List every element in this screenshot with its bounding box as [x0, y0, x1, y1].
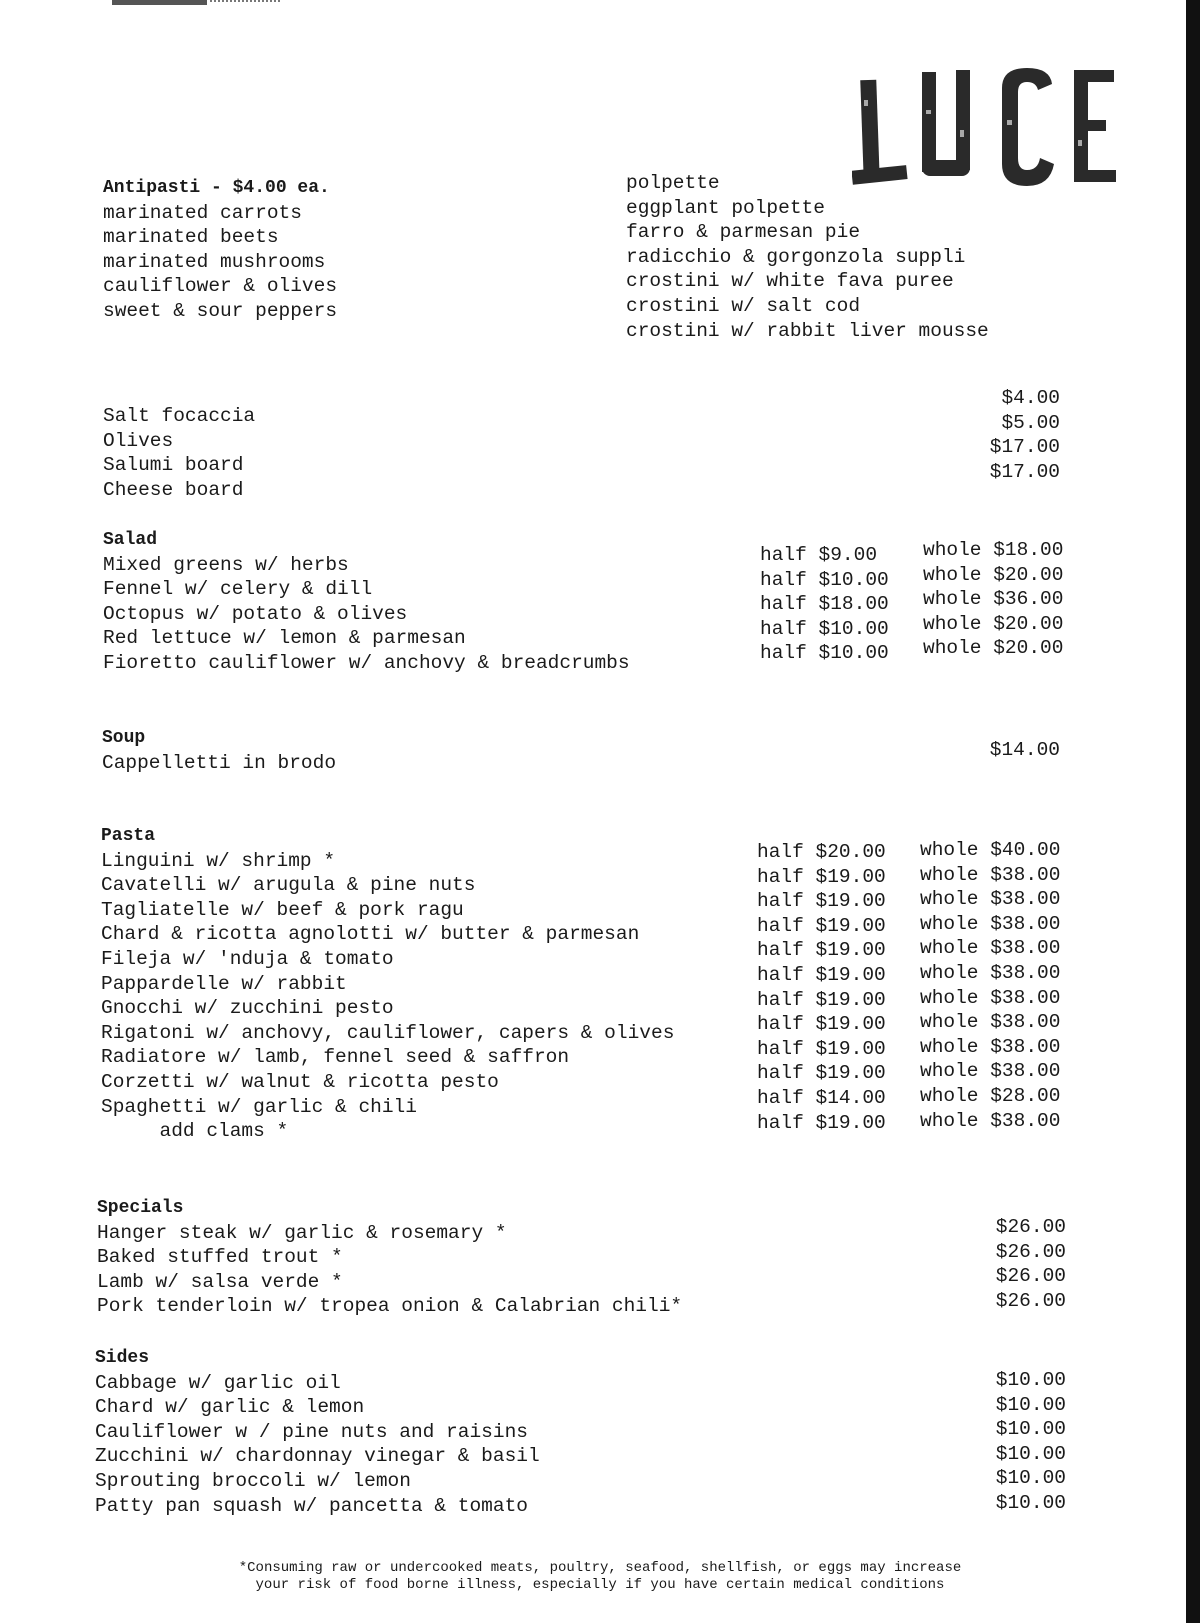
menu-price: $26.00: [995, 1216, 1066, 1238]
half-price: half $19.00: [757, 988, 886, 1011]
menu-item: Red lettuce w/ lemon & parmesan: [103, 627, 466, 650]
menu-item: Salumi board: [103, 454, 244, 477]
half-price: half $18.00: [760, 593, 889, 616]
menu-price: $26.00: [995, 1265, 1066, 1288]
half-price: half $10.00: [760, 568, 889, 591]
half-price: half $19.00: [757, 890, 886, 913]
menu-item: crostini w/ rabbit liver mousse: [626, 319, 989, 342]
menu-item: polpette: [626, 172, 720, 194]
menu-price: $4.00: [1001, 387, 1060, 409]
menu-item: Tagliatelle w/ beef & pork ragu: [101, 898, 464, 921]
whole-price: whole $38.00: [920, 1109, 1061, 1132]
whole-price: whole $38.00: [920, 937, 1061, 960]
menu-item: Corzetti w/ walnut & ricotta pesto: [101, 1070, 499, 1093]
whole-price: whole $38.00: [920, 986, 1061, 1009]
menu-item: Spaghetti w/ garlic & chili: [101, 1095, 417, 1118]
menu-item: Cheese board: [103, 478, 244, 501]
half-price: half $9.00: [760, 544, 878, 566]
pasta-items: [101, 824, 674, 1144]
menu-item: Chard w/ garlic & lemon: [95, 1396, 365, 1419]
soup-prices: [960, 738, 1060, 763]
half-price: half $19.00: [757, 914, 886, 937]
menu-price: $10.00: [995, 1467, 1066, 1490]
menu-item: Baked stuffed trout *: [97, 1246, 343, 1269]
menu-item: marinated beets: [103, 226, 279, 249]
half-price: half $19.00: [757, 1013, 886, 1036]
whole-price: whole $20.00: [923, 563, 1064, 586]
scan-smudge: [112, 0, 207, 5]
menu-price: $14.00: [989, 739, 1060, 761]
specials-prices: [960, 1215, 1066, 1313]
sides-items: [95, 1346, 540, 1518]
salad-heading: Salad: [103, 530, 158, 550]
disclaimer-line: your risk of food borne illness, especially if you have certain medical conditions: [255, 1577, 945, 1593]
menu-price: $10.00: [995, 1369, 1066, 1391]
whole-price: whole $38.00: [920, 1035, 1061, 1058]
menu-item: Radiatore w/ lamb, fennel seed & saffron: [101, 1046, 570, 1069]
menu-item: add clams *: [101, 1120, 289, 1143]
menu-item: Gnocchi w/ zucchini pesto: [101, 997, 394, 1020]
scan-smudge: [210, 0, 280, 4]
menu-item: Linguini w/ shrimp *: [101, 849, 336, 872]
menu-item: Mixed greens w/ herbs: [103, 553, 349, 576]
whole-price: whole $18.00: [923, 539, 1064, 561]
specials-heading: Specials: [97, 1198, 184, 1218]
whole-price: whole $36.00: [923, 588, 1064, 611]
salad-half-prices: [760, 543, 889, 666]
whole-price: whole $20.00: [923, 637, 1064, 660]
menu-item: Octopus w/ potato & olives: [103, 602, 408, 625]
menu-item: Cappelletti in brodo: [102, 751, 337, 774]
half-price: half $19.00: [757, 963, 886, 986]
menu-price: $17.00: [989, 436, 1060, 459]
menu-item: cauliflower & olives: [103, 275, 338, 298]
antipasti-heading: Antipasti - $4.00 ea.: [103, 178, 330, 198]
salad-whole-prices: [923, 538, 1063, 661]
menu-item: Fennel w/ celery & dill: [103, 578, 373, 601]
pasta-half-prices: [757, 840, 886, 1135]
antipasti-right: [626, 171, 989, 343]
starters-items: [103, 404, 255, 502]
half-price: half $19.00: [757, 865, 886, 888]
half-price: half $20.00: [757, 841, 886, 863]
health-disclaimer: [0, 1560, 1200, 1594]
soup-heading: Soup: [102, 728, 146, 748]
menu-item: Lamb w/ salsa verde *: [97, 1270, 343, 1293]
specials-items: [97, 1196, 682, 1319]
soup-items: [102, 726, 336, 775]
whole-price: whole $38.00: [920, 1060, 1061, 1083]
menu-item: crostini w/ white fava puree: [626, 270, 954, 293]
menu-price: $26.00: [995, 1289, 1066, 1312]
menu-price: $10.00: [995, 1418, 1066, 1441]
menu-item: crostini w/ salt cod: [626, 294, 861, 317]
half-price: half $10.00: [760, 617, 889, 640]
whole-price: whole $38.00: [920, 961, 1061, 984]
pasta-heading: Pasta: [101, 826, 156, 846]
whole-price: whole $28.00: [920, 1084, 1061, 1107]
menu-item: Zucchini w/ chardonnay vinegar & basil: [95, 1445, 540, 1468]
menu-item: Pappardelle w/ rabbit: [101, 972, 347, 995]
sides-heading: Sides: [95, 1348, 150, 1368]
sides-prices: [960, 1368, 1066, 1516]
salad-items: [103, 528, 630, 676]
menu-item: Fioretto cauliflower w/ anchovy & breadcrumbs: [103, 651, 630, 674]
disclaimer-line: *Consuming raw or undercooked meats, poultry, seafood, shellfish, or eggs may increase: [238, 1560, 962, 1576]
whole-price: whole $40.00: [920, 839, 1061, 861]
whole-price: whole $38.00: [920, 1011, 1061, 1034]
whole-price: whole $20.00: [923, 612, 1064, 635]
menu-item: farro & parmesan pie: [626, 221, 861, 244]
menu-item: Cavatelli w/ arugula & pine nuts: [101, 874, 476, 897]
menu-item: Pork tenderloin w/ tropea onion & Calabrian chili*: [97, 1295, 683, 1318]
menu-item: sweet & sour peppers: [103, 299, 338, 322]
menu-item: radicchio & gorgonzola suppli: [626, 245, 966, 268]
menu-item: eggplant polpette: [626, 196, 825, 219]
menu-item: Salt focaccia: [103, 405, 256, 427]
half-price: half $19.00: [757, 1111, 886, 1134]
antipasti-left: [103, 176, 337, 324]
menu-item: Olives: [103, 429, 174, 452]
menu-item: Fileja w/ 'nduja & tomato: [101, 947, 394, 970]
menu-price: $5.00: [1001, 411, 1060, 434]
menu-price: $26.00: [995, 1240, 1066, 1263]
whole-price: whole $38.00: [920, 863, 1061, 886]
pasta-whole-prices: [920, 838, 1060, 1133]
menu-price: $10.00: [995, 1491, 1066, 1514]
half-price: half $19.00: [757, 1062, 886, 1085]
scan-edge: [1186, 0, 1200, 1623]
whole-price: whole $38.00: [920, 888, 1061, 911]
menu-item: marinated carrots: [103, 201, 302, 224]
menu-item: Rigatoni w/ anchovy, cauliflower, capers & olives: [101, 1021, 675, 1044]
menu-item: Cabbage w/ garlic oil: [95, 1371, 341, 1394]
menu-item: Hanger steak w/ garlic & rosemary *: [97, 1221, 507, 1244]
menu-price: $10.00: [995, 1393, 1066, 1416]
half-price: half $19.00: [757, 939, 886, 962]
half-price: half $14.00: [757, 1086, 886, 1109]
half-price: half $10.00: [760, 642, 889, 665]
menu-price: $10.00: [995, 1442, 1066, 1465]
menu-item: marinated mushrooms: [103, 250, 326, 273]
menu-item: Patty pan squash w/ pancetta & tomato: [95, 1494, 528, 1517]
starters-prices: [960, 386, 1060, 484]
menu-item: Sprouting broccoli w/ lemon: [95, 1469, 411, 1492]
menu-price: $17.00: [989, 460, 1060, 483]
whole-price: whole $38.00: [920, 912, 1061, 935]
menu-item: Chard & ricotta agnolotti w/ butter & parmesan: [101, 923, 640, 946]
menu-item: Cauliflower w / pine nuts and raisins: [95, 1420, 528, 1443]
half-price: half $19.00: [757, 1037, 886, 1060]
